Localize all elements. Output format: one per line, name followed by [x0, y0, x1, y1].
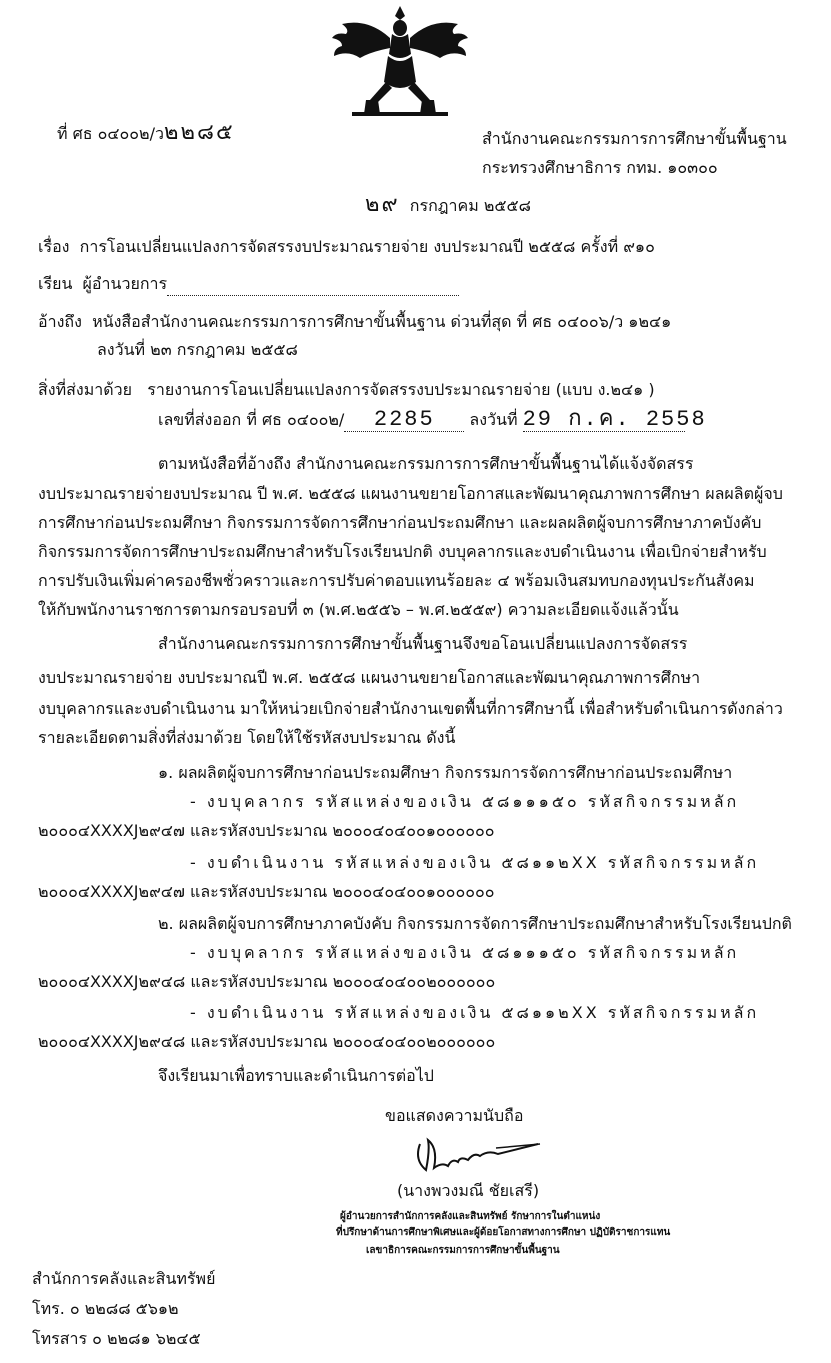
- reference-number-prefix: ที่ ศธ ๐๔๐๐๒/ว: [57, 124, 164, 143]
- salutation-line: [38, 273, 459, 296]
- footer-fax: โทรสาร ๐ ๒๒๘๑ ๖๒๔๕: [32, 1329, 201, 1348]
- regards: ขอแสดงความนับถือ: [385, 1106, 524, 1125]
- reference-label: อ้างถึง: [38, 312, 82, 331]
- para1-line: งบประมาณรายจ่ายงบประมาณ ปี พ.ศ. ๒๕๕๘ แผนงานขยายโอกาสและพัฒนาคุณภาพการศึกษา ผลผลิตผู้จบ: [38, 484, 783, 503]
- footer-department: สำนักการคลังและสินทรัพย์: [32, 1269, 216, 1288]
- enclosure-label: สิ่งที่ส่งมาด้วย: [38, 380, 132, 399]
- budget-subitem: - งบบุคลากร รหัสแหล่งของเงิน ๕๘๑๑๑๕๐ รหัสกิจกรรมหลัก: [190, 792, 740, 811]
- budget-subitem: - งบบุคลากร รหัสแหล่งของเงิน ๕๘๑๑๑๕๐ รหัสกิจกรรมหลัก: [190, 943, 740, 962]
- para2-line: รายละเอียดตามสิ่งที่ส่งมาด้วย โดยให้ใช้รหัสงบประมาณ ดังนี้: [38, 728, 456, 747]
- para1-line: กิจกรรมการจัดการศึกษาประถมศึกษาสำหรับโรงเรียนปกติ งบบุคลากรและงบดำเนินงาน เพื่อเบิกจ่ายสำหรับ: [38, 542, 767, 561]
- signer-title: เลขาธิการคณะกรรมการการศึกษาขั้นพื้นฐาน: [366, 1245, 560, 1256]
- signature-image: [400, 1126, 550, 1176]
- budget-code-line: ๒๐๐๐๔XXXXJ๒๙๔๘ และรหัสงบประมาณ ๒๐๐๐๔๐๔๐๐๒๐๐๐๐๐๐: [38, 1032, 496, 1051]
- para1-line: การปรับเงินเพิ่มค่าครองชีพชั่วคราวและการปรับค่าตอบแทนร้อยละ ๔ พร้อมเงินสมทบกองทุนประกันสังคม: [38, 571, 755, 590]
- signer-title: ที่ปรึกษาด้านการศึกษาพิเศษและผู้ด้อยโอกาสทางการศึกษา ปฏิบัติราชการแทน: [336, 1227, 671, 1238]
- budget-subitem: - งบดำเนินงาน รหัสแหล่งของเงิน ๕๘๑๑๒XX รหัสกิจกรรมหลัก: [190, 853, 760, 872]
- closing-sentence: จึงเรียนมาเพื่อทราบและดำเนินการต่อไป: [158, 1066, 434, 1085]
- office-address: กระทรวงศึกษาธิการ กทม. ๑๐๓๐๐: [482, 158, 718, 177]
- enclosure-line: [38, 379, 655, 401]
- para2-line: งบประมาณรายจ่าย งบประมาณปี พ.ศ. ๒๕๕๘ แผนงานขยายโอกาสและพัฒนาคุณภาพการศึกษา: [38, 668, 701, 687]
- salutation-text: ผู้อำนวยการ: [82, 274, 168, 293]
- export-date-handwritten: 29 ก.ค. 2558: [522, 407, 707, 432]
- date-day-handwritten: ๒๙: [365, 193, 400, 218]
- footer-phone: โทร. ๐ ๒๒๘๘ ๕๖๑๒: [32, 1299, 179, 1318]
- reference-date: ลงวันที่ ๒๓ กรกฎาคม ๒๕๕๘: [97, 340, 298, 359]
- salutation-label: เรียน: [38, 274, 73, 293]
- subject-text: การโอนเปลี่ยนแปลงการจัดสรรงบประมาณรายจ่าย งบประมาณปี ๒๕๕๘ ครั้งที่ ๙๑๐: [79, 237, 655, 256]
- para2-line: งบบุคลากรและงบดำเนินงาน มาให้หน่วยเบิกจ่ายสำนักงานเขตพื้นที่การศึกษานี้ เพื่อสำหรับดำเนินการดังกล่าว: [38, 699, 783, 718]
- para1-line: ตามหนังสือที่อ้างถึง สำนักงานคณะกรรมการการศึกษาขั้นพื้นฐานได้แจ้งจัดสรร: [158, 454, 694, 473]
- budget-code-line: ๒๐๐๐๔XXXXJ๒๙๔๘ และรหัสงบประมาณ ๒๐๐๐๔๐๔๐๐๒๐๐๐๐๐๐: [38, 972, 496, 991]
- budget-code-line: ๒๐๐๐๔XXXXJ๒๙๔๗ และรหัสงบประมาณ ๒๐๐๐๔๐๔๐๐๑๐๐๐๐๐๐: [38, 882, 495, 901]
- office-name: สำนักงานคณะกรรมการการศึกษาขั้นพื้นฐาน: [482, 129, 787, 148]
- garuda-emblem-icon: [330, 4, 470, 122]
- budget-code-line: ๒๐๐๐๔XXXXJ๒๙๔๗ และรหัสงบประมาณ ๒๐๐๐๔๐๔๐๐๑๐๐๐๐๐๐: [38, 821, 495, 840]
- signer-name: (นางพวงมณี ชัยเสรี): [397, 1181, 540, 1200]
- subject-label: เรื่อง: [38, 237, 70, 256]
- budget-item-heading: ๒. ผลผลิตผู้จบการศึกษาภาคบังคับ กิจกรรมการจัดการศึกษาประถมศึกษาสำหรับโรงเรียนปกติ: [158, 914, 792, 933]
- enclosure-text: รายงานการโอนเปลี่ยนแปลงการจัดสรรงบประมาณรายจ่าย (แบบ ง.๒๔๑ ): [147, 380, 655, 399]
- salutation-blank: [167, 273, 459, 296]
- export-number-handwritten: 2285: [344, 409, 464, 432]
- reference-text: หนังสือสำนักงานคณะกรรมการการศึกษาขั้นพื้นฐาน ด่วนที่สุด ที่ ศธ ๐๔๐๐๖/ว ๑๒๔๑: [92, 312, 672, 331]
- reference-number: [57, 123, 235, 145]
- export-date-label: ลงวันที่: [469, 410, 518, 429]
- reference-line: [38, 311, 671, 333]
- reference-number-handwritten: ๒๒๘๕: [163, 121, 235, 146]
- budget-item-heading: ๑. ผลผลิตผู้จบการศึกษาก่อนประถมศึกษา กิจกรรมการจัดการศึกษาก่อนประถมศึกษา: [158, 763, 733, 782]
- para1-line: ให้กับพนักงานราชการตามกรอบรอบที่ ๓ (พ.ศ.๒๕๕๖ – พ.ศ.๒๕๕๙) ความละเอียดแจ้งแล้วนั้น: [38, 600, 679, 619]
- enclosure-export-number: [158, 407, 707, 432]
- export-number-prefix: เลขที่ส่งออก ที่ ศธ ๐๔๐๐๒/: [158, 410, 345, 429]
- subject-line: [38, 236, 655, 258]
- para2-line: สำนักงานคณะกรรมการการศึกษาขั้นพื้นฐานจึงขอโอนเปลี่ยนแปลงการจัดสรร: [158, 634, 688, 653]
- date-month-year: กรกฎาคม ๒๕๕๘: [409, 196, 531, 215]
- letter-date: [365, 195, 531, 217]
- para1-line: การศึกษาก่อนประถมศึกษา กิจกรรมการจัดการศึกษาก่อนประถมศึกษา และผลผลิตผู้จบการศึกษาภาคบังคับ: [38, 513, 762, 532]
- signer-title: ผู้อำนวยการสำนักการคลังและสินทรัพย์ รักษาการในตำแหน่ง: [340, 1211, 601, 1222]
- budget-subitem: - งบดำเนินงาน รหัสแหล่งของเงิน ๕๘๑๑๒XX รหัสกิจกรรมหลัก: [190, 1003, 760, 1022]
